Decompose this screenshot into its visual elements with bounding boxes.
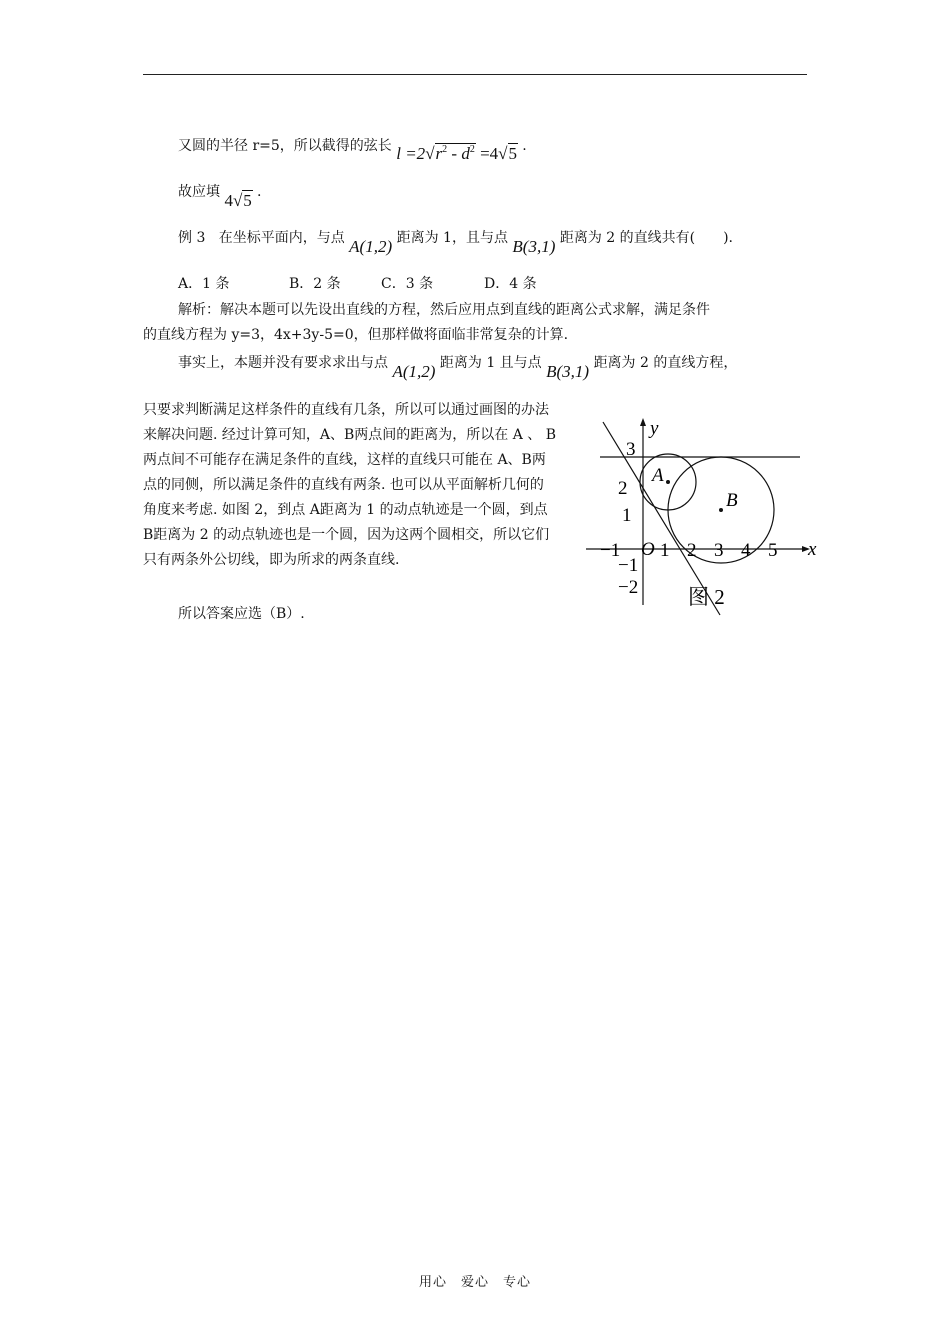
example-3: 例 3 在坐标平面内，与点 A(1,2) 距离为 1，且与点 B(3,1) 距离为 2 的直线共有( ). [178, 230, 734, 256]
y-axis-arrow [640, 418, 646, 426]
figure-2 [578, 410, 823, 625]
x-tick-label: 5 [768, 540, 778, 561]
y-tick-label: 3 [626, 439, 636, 460]
x-tick-label: 1 [660, 540, 670, 561]
page-footer: 用心 爱心 专心 [418, 1275, 531, 1290]
y-tick-label: −1 [618, 555, 639, 576]
option-d: D．4 条 [484, 276, 537, 292]
example-label: 例 3 [178, 230, 206, 246]
origin-label: O [641, 539, 655, 560]
explanation-paragraph: 只要求判断满足这样条件的直线有几条，所以可以通过画图的办法来解决问题. 经过计算可知，A、B两点间的距离为，所以在 A 、 B两点间不可能存在满足条件的直线，这样的直线只可能在 A、B两点的同侧，所以满足条件的直线有两条. 也可以从平面解析几何的角度来考虑. 如图 2，到点 A距离为 1 的动点轨迹是一个圆，到点 B距离为 2 的动点轨迹也是一个圆，因为这两个圆相交，所以它们只有两条外公切线，即为所求的两条直线. [143, 402, 557, 568]
analysis-line-2: 的直线方程为 y=3，4x+3y-5=0，但那样做将面临非常复杂的计算. [143, 327, 569, 343]
radius-line: 又圆的半径 r=5，所以截得的弦长 $l =2√r^2 - d^2 =4√5$ . [178, 138, 527, 163]
fact-point-a: A(1,2) [392, 362, 436, 381]
point-a-label: A [652, 465, 664, 486]
answer-line: 所以答案应选（B）. [178, 606, 305, 622]
fill-answer-value: 4√5 [224, 191, 252, 210]
fill-answer-line: 故应填 4√5 . [178, 184, 262, 210]
x-tick-label: 2 [687, 540, 697, 561]
chord-formula: $l =2√r^2 - d^2 =4√5$ [396, 144, 518, 163]
point-a-dot [666, 480, 670, 484]
y-tick-label: 1 [622, 505, 632, 526]
point-b: B(3,1) [512, 237, 556, 256]
y-tick-label: 2 [618, 478, 628, 499]
fact-point-b: B(3,1) [546, 362, 590, 381]
point-a: A(1,2) [349, 237, 393, 256]
point-b-dot [719, 508, 723, 512]
y-axis-label: y [650, 418, 659, 439]
option-a: A．1 条 [178, 276, 230, 292]
x-tick-label: −1 [600, 540, 621, 561]
x-axis-label: x [808, 539, 817, 560]
option-c: C．3 条 [381, 276, 434, 292]
x-tick-label: 3 [714, 540, 724, 561]
fact-line: 事实上，本题并没有要求求出与点 A(1,2) 距离为 1 且与点 B(3,1) 距离为 2 的直线方程， [178, 355, 738, 381]
y-tick-label: −2 [618, 577, 639, 598]
point-b-label: B [726, 490, 738, 511]
figure-caption: 图 2 [688, 585, 725, 609]
option-b: B．2 条 [289, 276, 341, 292]
analysis-line-1: 解析：解决本题可以先设出直线的方程，然后应用点到直线的距离公式求解，满足条件 [178, 302, 710, 318]
header-rule [143, 74, 807, 75]
x-tick-label: 4 [741, 540, 751, 561]
radius-text: 又圆的半径 r=5，所以截得的弦长 [178, 138, 392, 154]
